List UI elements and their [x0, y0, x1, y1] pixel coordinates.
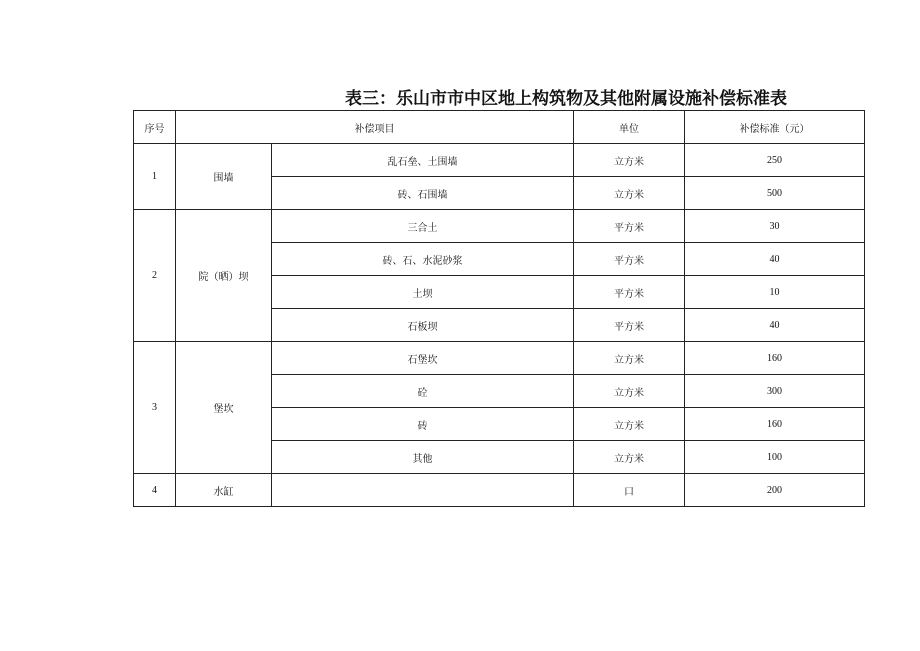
- item-cell: 其他: [272, 441, 574, 474]
- page-title: 表三：乐山市市中区地上构筑物及其他附属设施补偿标准表: [345, 89, 787, 109]
- unit-cell: 立方米: [574, 144, 685, 177]
- table-row: [134, 474, 865, 507]
- category-cell: 围墙: [176, 144, 272, 210]
- unit-cell: 立方米: [574, 375, 685, 408]
- price-cell: 10: [685, 276, 865, 309]
- header-seq: 序号: [134, 111, 176, 144]
- price-cell: 250: [685, 144, 865, 177]
- item-cell: 砖、石围墙: [272, 177, 574, 210]
- seq-cell: 2: [134, 210, 176, 342]
- table-row: [134, 144, 865, 177]
- header-standard: 补偿标准（元）: [685, 111, 865, 144]
- unit-cell: 口: [574, 474, 685, 507]
- seq-cell: 3: [134, 342, 176, 474]
- unit-cell: 平方米: [574, 309, 685, 342]
- unit-cell: 平方米: [574, 243, 685, 276]
- unit-cell: 平方米: [574, 276, 685, 309]
- header-unit: 单位: [574, 111, 685, 144]
- table-row: [134, 342, 865, 375]
- price-cell: 160: [685, 342, 865, 375]
- table-header-row: [134, 111, 865, 144]
- unit-cell: 立方米: [574, 342, 685, 375]
- table-row: [134, 210, 865, 243]
- unit-cell: 立方米: [574, 177, 685, 210]
- category-cell: 院（晒）坝: [176, 210, 272, 342]
- seq-cell: 1: [134, 144, 176, 210]
- price-cell: 40: [685, 309, 865, 342]
- item-cell: 砖: [272, 408, 574, 441]
- item-cell: 砖、石、水泥砂浆: [272, 243, 574, 276]
- price-cell: 500: [685, 177, 865, 210]
- category-cell: 堡坎: [176, 342, 272, 474]
- category-cell: 水缸: [176, 474, 272, 507]
- item-cell: 土坝: [272, 276, 574, 309]
- price-cell: 40: [685, 243, 865, 276]
- item-cell: 三合土: [272, 210, 574, 243]
- price-cell: 200: [685, 474, 865, 507]
- seq-cell: 4: [134, 474, 176, 507]
- price-cell: 160: [685, 408, 865, 441]
- unit-cell: 平方米: [574, 210, 685, 243]
- item-cell: 乱石垒、土围墙: [272, 144, 574, 177]
- item-cell: 石堡坎: [272, 342, 574, 375]
- header-item: 补偿项目: [176, 111, 574, 144]
- price-cell: 100: [685, 441, 865, 474]
- item-cell: [272, 474, 574, 507]
- compensation-table: [133, 110, 865, 507]
- price-cell: 30: [685, 210, 865, 243]
- price-cell: 300: [685, 375, 865, 408]
- item-cell: 石板坝: [272, 309, 574, 342]
- item-cell: 砼: [272, 375, 574, 408]
- unit-cell: 立方米: [574, 408, 685, 441]
- unit-cell: 立方米: [574, 441, 685, 474]
